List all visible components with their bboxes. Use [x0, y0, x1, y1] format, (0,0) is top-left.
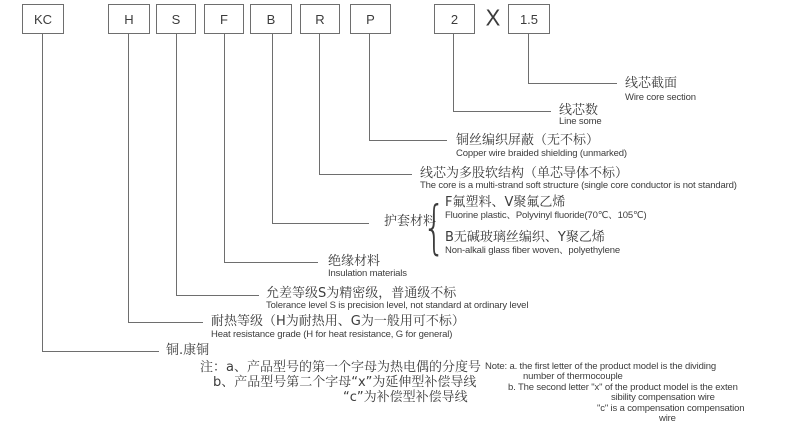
code-box-f: F [204, 4, 244, 34]
connector-b-horizontal [272, 223, 369, 224]
connector-r-horizontal [319, 174, 412, 175]
connector-h-vertical [128, 34, 129, 322]
connector-f-horizontal [224, 262, 318, 263]
callout-wire-core-section-cn: 线芯截面 [625, 76, 678, 91]
callout-copper-shield-en: Copper wire braided shielding (unmarked) [456, 148, 627, 159]
connector-r-vertical [319, 34, 320, 174]
sheath-material-label: 护套材料 [384, 214, 437, 229]
connector-kc-horizontal [42, 351, 159, 352]
connector-p-vertical [369, 34, 370, 140]
connector-b-vertical [272, 34, 273, 223]
callout-line-some-cn: 线芯数 [559, 103, 599, 118]
multiply-x-sign: X [485, 4, 501, 31]
sheath-option-2-en: Non-alkali glass fiber woven、polyethylene [445, 245, 620, 256]
code-box-n2: 2 [434, 4, 475, 34]
note-en-line-4: sibility compensation wire [611, 392, 715, 403]
code-box-p: P [350, 4, 391, 34]
connector-n2-vertical [453, 34, 454, 111]
code-box-b: B [250, 4, 292, 34]
callout-tolerance-en: Tolerance level S is precision level, not standard at ordinary level [266, 300, 529, 311]
callout-kc-meaning-cn: 铜.康铜 [166, 343, 210, 358]
note-en-line-3: b. The second letter "x" of the product model is the exten [508, 382, 738, 393]
note-en-line-5: "c" is a compensation compensation [597, 403, 745, 414]
callout-wire-core-section-en: Wire core section [625, 92, 696, 103]
callout-heat-grade-cn: 耐热等级（H为耐热用、G为一般用可不标） [211, 314, 465, 329]
code-box-n15: 1.5 [508, 4, 550, 34]
callout-copper-shield-cn: 铜丝编织屏蔽（无不标） [456, 133, 600, 148]
note-en-line-6: wire [659, 413, 676, 424]
code-box-h: H [108, 4, 150, 34]
code-box-s: S [156, 4, 196, 34]
callout-heat-grade-en: Heat resistance grade (H for heat resistance, G for general) [211, 329, 453, 340]
callout-insulation-en: Insulation materials [328, 268, 407, 279]
connector-p-horizontal [369, 140, 447, 141]
sheath-option-2-cn: B无碱玻璃丝编织、Y聚乙烯 [445, 230, 605, 245]
note-en-line-1: Note: a. the first letter of the product model is the dividing [485, 361, 716, 372]
connector-s-vertical [176, 34, 177, 295]
connector-s-horizontal [176, 295, 259, 296]
callout-line-some-en: Line some [559, 116, 602, 127]
connector-h-horizontal [128, 322, 203, 323]
brace-icon: { [422, 193, 446, 261]
callout-multi-strand-en: The core is a multi-strand soft structure (single core conductor is not standard) [420, 180, 737, 191]
note-cn-line-2: b、产品型号第二个字母“x”为延伸型补偿导线 [213, 375, 477, 390]
connector-n2-horizontal [453, 111, 551, 112]
callout-tolerance-cn: 允差等级S为精密级，普通级不标 [266, 286, 457, 301]
callout-multi-strand-cn: 线芯为多股软结构（单芯导体不标） [420, 166, 629, 181]
sheath-option-1-cn: F氟塑料、V聚氟乙烯 [445, 195, 566, 210]
note-cn-line-3: “c”为补偿型补偿导线 [343, 390, 468, 405]
callout-insulation-cn: 绝缘材料 [328, 254, 381, 269]
code-box-r: R [300, 4, 340, 34]
connector-n15-horizontal [528, 83, 617, 84]
code-box-kc: KC [22, 4, 64, 34]
sheath-option-1-en: Fluorine plastic、Polyvinyl fluoride(70℃、105℃) [445, 210, 647, 221]
connector-kc-vertical [42, 34, 43, 351]
note-en-line-2: number of thermocouple [523, 371, 623, 382]
connector-f-vertical [224, 34, 225, 262]
connector-n15-vertical [528, 34, 529, 83]
note-cn-line-1: 注：a、产品型号的第一个字母为热电偶的分度号 [200, 360, 481, 375]
